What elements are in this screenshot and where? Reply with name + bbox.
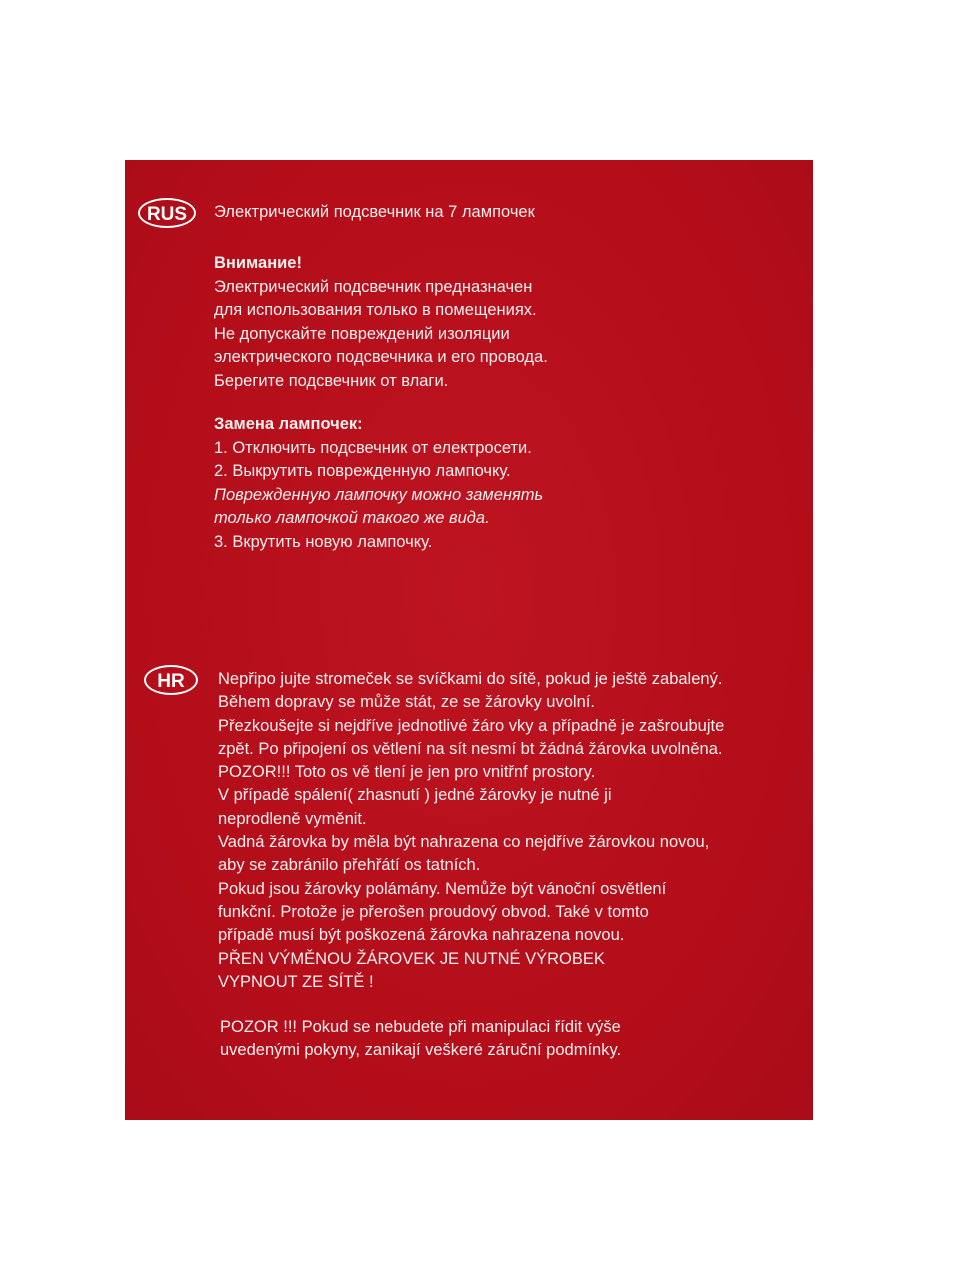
rus-language-badge: RUS	[138, 198, 196, 228]
hr-body-line: funkční. Protože je přerošen proudový obvod. Také v tomto	[218, 902, 649, 921]
rus-warning-block	[214, 252, 548, 393]
rus-warning-heading: Внимание!	[214, 254, 302, 272]
hr-pozor-line: uvedenými pokyny, zanikají veškeré záruční podmínky.	[220, 1041, 622, 1060]
rus-replacement-step: 2. Выкрутить поврежденную лампочку.	[214, 462, 511, 480]
rus-replacement-note: только лампочкой такого же вида.	[214, 509, 490, 527]
rus-replacement-heading: Замена лампочек:	[214, 415, 363, 433]
hr-body-line: případě musí být poškozená žárovka nahrazena novou.	[218, 926, 625, 945]
hr-body-block	[218, 668, 724, 994]
rus-title: Электрический подсвечник на 7 лампочек	[214, 203, 535, 221]
hr-body-line: Přezkoušejte si nejdříve jednotlivé žáro vky a případně je zašroubujte	[218, 716, 725, 735]
rus-replacement-step: 1. Отключить подсвечник от електросети.	[214, 438, 532, 457]
rus-warning-line: Электрический подсвечник предназначен	[214, 277, 533, 296]
hr-pozor-block	[220, 1016, 621, 1063]
hr-pozor-line: POZOR !!! Pokud se nebudete při manipulaci řídit výše	[220, 1018, 621, 1036]
hr-body-line: neprodleně vyměnit.	[218, 809, 367, 828]
hr-body-line: POZOR!!! Toto os vě tlení je jen pro vnitřnf prostory.	[218, 763, 596, 782]
rus-warning-line: электрического подсвечника и его провода.	[214, 348, 548, 366]
hr-body-line: Vadná žárovka by měla být nahrazena co nejdříve žárovkou novou,	[218, 833, 710, 852]
rus-replacement-step: 3. Вкрутить новую лампочку.	[214, 532, 433, 551]
hr-body-line: Během dopravy se může stát, ze se žárovky uvolní.	[218, 693, 595, 712]
hr-body-line: aby se zabránilo přehřátí os tatních.	[218, 856, 481, 875]
instruction-card	[125, 160, 813, 1120]
hr-body-line: Nepřipo jujte stromeček se svíčkami do sítě, pokud je ještě zabalený.	[218, 670, 723, 688]
rus-warning-line: для использования только в помещениях.	[214, 301, 537, 319]
hr-body-line: VYPNOUT ZE SÍTĚ !	[218, 972, 374, 991]
rus-warning-line: Не допускайте повреждений изоляции	[214, 324, 510, 343]
rus-replacement-note: Поврежденную лампочку можно заменять	[214, 485, 544, 504]
hr-body-line: V případě spálení( zhasnutí ) jedné žárovky je nutné ji	[218, 786, 612, 805]
hr-language-badge: HR	[144, 665, 198, 695]
hr-body-line: PŘEN VÝMĚNOU ŽÁROVEK JE NUTNÉ VÝROBEK	[218, 949, 605, 968]
rus-replacement-block	[214, 413, 543, 554]
hr-body-line: zpět. Po připojení os větlení na sít nesmí bt žádná žárovka uvolněna.	[218, 739, 723, 758]
rus-warning-line: Берегите подсвечник от влаги.	[214, 371, 449, 390]
hr-body-line: Pokud jsou žárovky polámány. Nemůže být vánoční osvětlení	[218, 879, 667, 898]
